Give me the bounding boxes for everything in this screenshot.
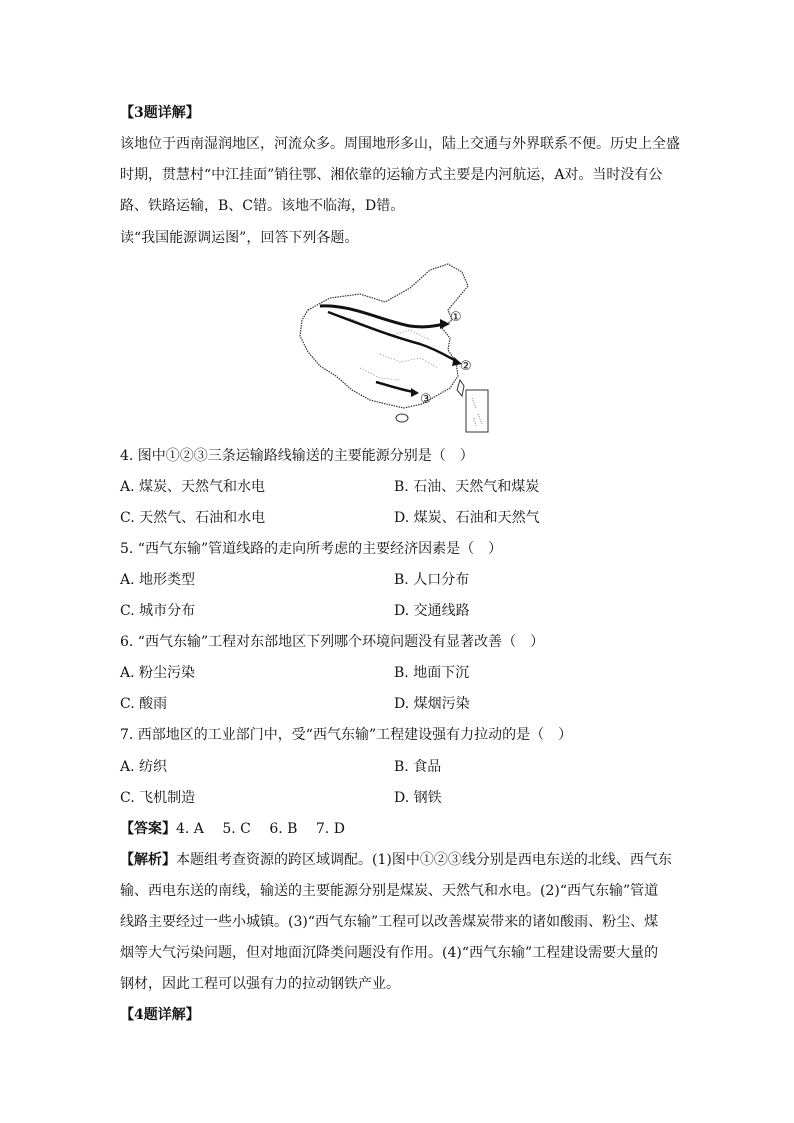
option-a: A. 煤炭、天然气和水电 [120, 479, 266, 495]
intro-text: 读“我国能源调运图”，回答下列各题。 [120, 230, 359, 246]
option-a: A. 地形类型 [120, 572, 196, 588]
option-a: A. 纺织 [120, 759, 168, 775]
section3-heading: 【3题详解】 [120, 105, 200, 121]
section3-para-line: 该地位于西南湿润地区，河流众多。周围地形多山，陆上交通与外界联系不便。历史上全盛 [120, 136, 680, 152]
option-a: A. 粉尘污染 [120, 665, 196, 681]
china-outline [300, 264, 468, 408]
option-d: D. 交通线路 [394, 603, 470, 619]
route-2-label: ② [460, 359, 472, 374]
inset-islands [472, 398, 482, 426]
route-2-line [328, 312, 458, 362]
option-b: B. 地面下沉 [394, 665, 470, 681]
option-b: B. 食品 [394, 759, 442, 775]
taiwan-island [457, 380, 464, 396]
analysis-label: 【解析】 [120, 852, 176, 868]
answer-line [120, 819, 345, 839]
route-3-label: ③ [420, 392, 432, 407]
analysis-line: 线路主要经过一些小城镇。(3)“西气东输”工程可以改善煤炭带来的诸如酸雨、粉尘、煤 [120, 914, 659, 930]
question-stem: 5. “西气东输”管道线路的走向所考虑的主要经济因素是（ ） [120, 541, 503, 557]
answer-text: 4. A 5. C 6. B 7. D [176, 821, 345, 837]
option-b: B. 人口分布 [394, 572, 470, 588]
south-sea-inset [466, 390, 488, 432]
option-b: B. 石油、天然气和煤炭 [394, 479, 540, 495]
route-1-label: ① [450, 310, 462, 325]
section4-heading: 【4题详解】 [120, 1007, 200, 1023]
option-c: C. 天然气、石油和水电 [120, 510, 266, 526]
route-1-arrow [440, 319, 450, 329]
answer-label: 【答案】 [120, 821, 176, 837]
analysis-line: 输、西电东送的南线，输送的主要能源分别是煤炭、天然气和水电。(2)“西气东输”管道 [120, 883, 659, 899]
question-stem: 6. “西气东输”工程对东部地区下列哪个环境问题没有显著改善（ ） [120, 634, 545, 650]
option-c: C. 飞机制造 [120, 790, 196, 806]
section3-para-line: 时期，贯慧村“中江挂面”销往鄂、湘依靠的运输方式主要是内河航运，A对。当时没有公 [120, 167, 663, 183]
option-d: D. 煤炭、石油和天然气 [394, 510, 540, 526]
section3-para-line: 路、铁路运输，B、C错。该地不临海，D错。 [120, 198, 405, 214]
analysis-line [120, 850, 672, 870]
route-3-arrow [411, 388, 419, 397]
energy-transport-map [290, 258, 500, 440]
analysis-text: 本题组考查资源的跨区域调配。(1)图中①②③线分别是西电东送的北线、西气东 [176, 852, 672, 868]
question-stem: 4. 图中①②③三条运输路线输送的主要能源分别是（ ） [120, 448, 474, 464]
option-c: C. 酸雨 [120, 696, 168, 712]
hainan-island [396, 414, 408, 422]
option-d: D. 钢铁 [394, 790, 442, 806]
analysis-line: 钢材，因此工程可以强有力的拉动钢铁产业。 [120, 976, 400, 992]
option-d: D. 煤烟污染 [394, 696, 470, 712]
analysis-line: 烟等大气污染问题，但对地面沉降类问题没有作用。(4)“西气东输”工程建设需要大量的 [120, 945, 659, 961]
option-c: C. 城市分布 [120, 603, 196, 619]
route-3-line [376, 382, 414, 392]
question-stem: 7. 西部地区的工业部门中，受“西气东输”工程建设强有力拉动的是（ ） [120, 727, 573, 743]
